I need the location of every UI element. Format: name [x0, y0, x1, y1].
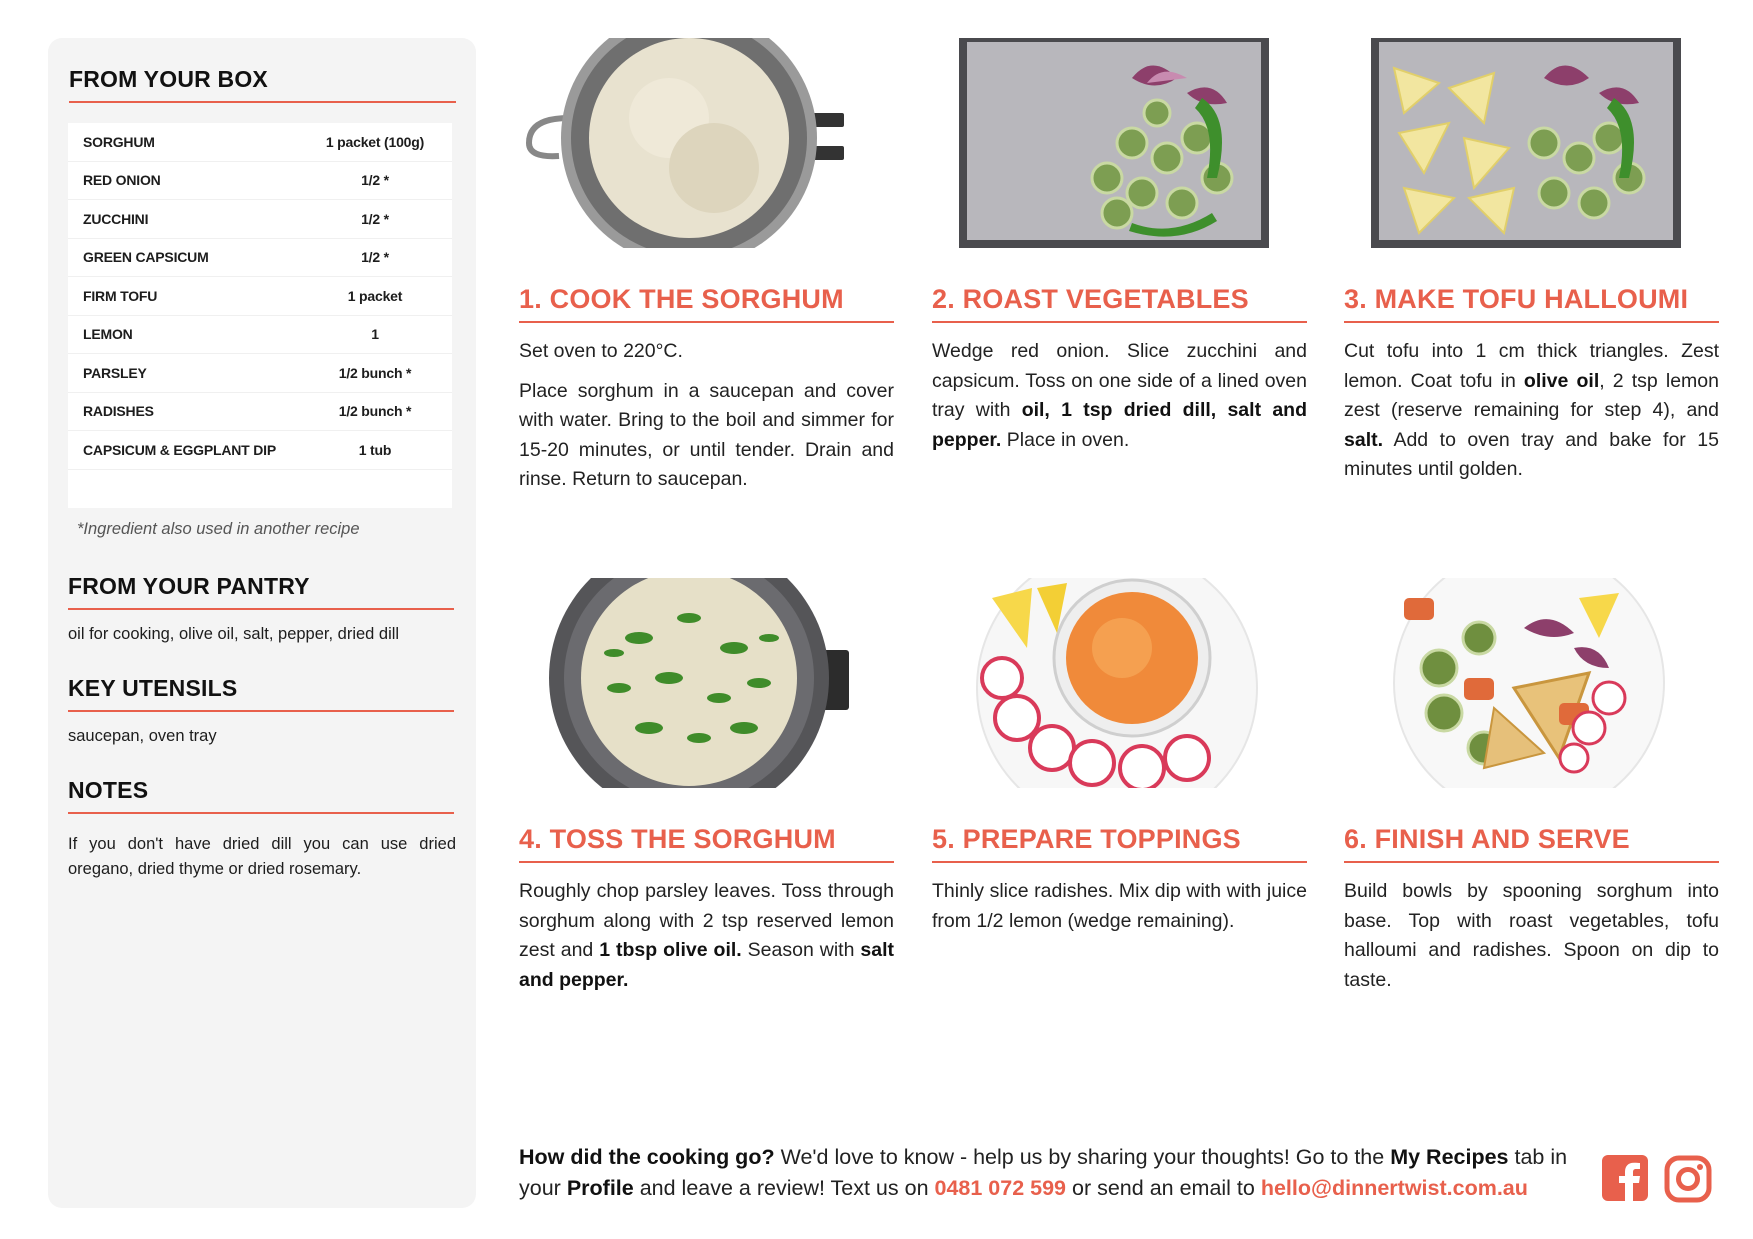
- step-text: Roughly chop parsley leaves. Toss through sorghum along with 2 tsp reserved lemon zest and: [519, 880, 894, 961]
- step-body: [1344, 337, 1719, 485]
- profile-text: Profile: [566, 1176, 634, 1200]
- step-text: Place in oven.: [1001, 428, 1130, 451]
- email-link[interactable]: hello@dinnertwist.com.au: [1260, 1176, 1528, 1200]
- step-paragraph: [1344, 337, 1719, 485]
- pantry-text: oil for cooking, olive oil, salt, pepper, dried dill: [68, 624, 400, 643]
- toppings-plate-photo: [932, 578, 1307, 788]
- phone-link[interactable]: 0481 072 599: [934, 1176, 1067, 1200]
- step-2: [932, 38, 1307, 455]
- ingredient-row: [68, 277, 452, 316]
- ingredient-row: [68, 200, 452, 239]
- step-text: Thinly slice radishes. Mix dip with with juice from 1/2 lemon (wedge remaining).: [932, 880, 1307, 932]
- step-paragraph: [932, 337, 1307, 455]
- ingredient-qty: 1/2 bunch *: [338, 364, 412, 381]
- step-text: Cut tofu into 1 cm thick triangles. Zest lemon. Coat tofu in: [1344, 340, 1719, 392]
- step-title: 4. TOSS THE SORGHUM: [519, 824, 894, 863]
- step-title: 5. PREPARE TOPPINGS: [932, 824, 1307, 863]
- ingredient-row: [68, 162, 452, 201]
- sorghum-strainer-photo: [519, 38, 894, 248]
- step-text: Build bowls by spooning sorghum into base. Top with roast vegetables, tofu halloumi and radishes. Spoon on dip to taste.: [1344, 880, 1719, 991]
- feedback-footer: [519, 1142, 1579, 1204]
- ingredient-row: [68, 123, 452, 162]
- step-body: [932, 337, 1307, 455]
- finished-bowl-photo: [1344, 578, 1719, 788]
- step-bold-text: salt.: [1344, 428, 1384, 451]
- ingredient-qty: 1/2 bunch *: [338, 403, 412, 420]
- ingredient-name: RADISHES: [83, 403, 154, 420]
- table-spacer: [68, 470, 452, 508]
- ingredient-qty: 1 packet: [347, 287, 403, 304]
- step-3: [1344, 38, 1719, 485]
- ingredient-name: SORGHUM: [83, 133, 155, 150]
- ingredient-row: [68, 239, 452, 278]
- utensils-text: saucepan, oven tray: [68, 726, 217, 745]
- footer-text: or send an email to: [1066, 1176, 1261, 1200]
- step-body: [519, 877, 894, 995]
- step-5: [932, 578, 1307, 936]
- ingredient-name: RED ONION: [83, 172, 161, 189]
- ingredient-name: PARSLEY: [83, 364, 147, 381]
- ingredient-qty: 1 packet (100g): [325, 133, 425, 150]
- ingredient-name: FIRM TOFU: [83, 287, 158, 304]
- feedback-question: How did the cooking go?: [519, 1145, 775, 1169]
- step-title: 6. FINISH AND SERVE: [1344, 824, 1719, 863]
- step-bold-text: olive oil: [1523, 369, 1600, 392]
- ingredient-qty: 1/2 *: [361, 172, 389, 189]
- step-title: 3. MAKE TOFU HALLOUMI: [1344, 284, 1719, 323]
- utensils-section: [68, 675, 456, 749]
- step-4: [519, 578, 894, 995]
- notes-section: [68, 777, 456, 882]
- pantry-heading: FROM YOUR PANTRY: [68, 573, 454, 610]
- ingredient-qty: 1: [371, 326, 379, 343]
- step-text: , 2 tsp lemon zest (reserve remaining for step 4), and: [1344, 369, 1719, 421]
- ingredient-row: [68, 431, 452, 470]
- step-body: [519, 337, 894, 495]
- ingredient-name: LEMON: [83, 326, 133, 343]
- instagram-icon[interactable]: [1664, 1155, 1712, 1203]
- step-title: 2. ROAST VEGETABLES: [932, 284, 1307, 323]
- step-body: [1344, 877, 1719, 995]
- footer-text: and leave a review! Text us on: [633, 1176, 935, 1200]
- step-6: [1344, 578, 1719, 995]
- ingredient-qty: 1/2 *: [361, 210, 389, 227]
- ingredient-qty: 1/2 *: [361, 249, 389, 266]
- step-1: [519, 38, 894, 495]
- ingredient-row: [68, 393, 452, 432]
- notes-heading: NOTES: [68, 777, 454, 814]
- footer-text: We'd love to know - help us by sharing your thoughts! Go to the: [774, 1145, 1391, 1169]
- ingredient-name: GREEN CAPSICUM: [83, 249, 209, 266]
- step-paragraph: [519, 877, 894, 995]
- ingredient-name: CAPSICUM & EGGPLANT DIP: [83, 441, 276, 458]
- step-text: Wedge red onion. Slice zucchini and capsicum. Toss on one side of a lined oven tray with: [932, 340, 1307, 421]
- ingredient-name: ZUCCHINI: [83, 210, 149, 227]
- ingredient-row: [68, 316, 452, 355]
- step-bold-text: oil, 1 tsp dried dill, salt and pepper.: [932, 399, 1307, 451]
- step-text: Season with: [741, 939, 861, 961]
- ingredient-qty: 1 tub: [358, 441, 392, 458]
- step-text: Set oven to 220°C.: [519, 340, 683, 362]
- ingredients-table: [68, 123, 452, 508]
- my-recipes-text: My Recipes: [1390, 1145, 1509, 1169]
- step-title: 1. COOK THE SORGHUM: [519, 284, 894, 323]
- step-bold-text: 1 tbsp olive oil.: [599, 939, 742, 961]
- roast-vegetables-tray-photo: [932, 38, 1307, 248]
- ingredients-sidebar: [48, 38, 476, 1208]
- notes-text: If you don't have dried dill you can use dried oregano, dried thyme or dried rosemary.: [68, 834, 456, 878]
- ingredient-row: [68, 354, 452, 393]
- step-body: [932, 877, 1307, 936]
- sorghum-saucepan-photo: [519, 578, 894, 788]
- step-bold-text: salt and pepper.: [519, 939, 894, 991]
- step-text: Add to oven tray and bake for 15 minutes until golden.: [1344, 428, 1719, 480]
- footer-text: tab in your: [519, 1145, 1568, 1200]
- pantry-section: [68, 573, 456, 647]
- footnote: *Ingredient also used in another recipe: [77, 519, 360, 538]
- facebook-icon[interactable]: [1602, 1155, 1648, 1201]
- box-heading: FROM YOUR BOX: [69, 66, 456, 103]
- utensils-heading: KEY UTENSILS: [68, 675, 454, 712]
- step-text: Place sorghum in a saucepan and cover with water. Bring to the boil and simmer for 15-20 minutes, or until tender. Drain and rinse. Return to saucepan.: [519, 379, 894, 490]
- tofu-halloumi-tray-photo: [1344, 38, 1719, 248]
